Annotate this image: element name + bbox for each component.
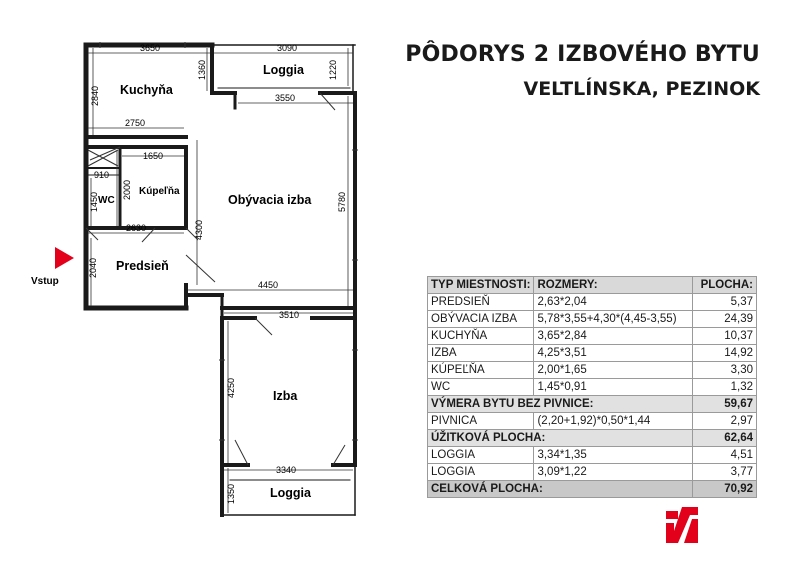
room-area: 14,92 [693, 345, 757, 362]
room-label-loggia-top: Loggia [263, 63, 304, 77]
room-area: 1,32 [693, 379, 757, 396]
room-name: KUCHYŇA [428, 328, 534, 345]
room-dimensions: 3,65*2,84 [534, 328, 693, 345]
dim-2840: 2840 [90, 85, 100, 106]
page-subtitle: VELTLÍNSKA, PEZINOK [523, 78, 760, 100]
room-label-loggia-bottom: Loggia [270, 486, 311, 500]
dim-4300: 4300 [194, 219, 204, 240]
room-dimensions: (2,20+1,92)*0,50*1,44 [534, 413, 693, 430]
room-area: 10,37 [693, 328, 757, 345]
dim-1350: 1350 [226, 483, 236, 504]
room-name: PREDSIEŇ [428, 294, 534, 311]
dim-1450: 1450 [89, 191, 99, 212]
subtotal-label: VÝMERA BYTU BEZ PIVNICE: [428, 396, 693, 413]
dim-1360: 1360 [197, 59, 207, 80]
room-dimensions: 4,25*3,51 [534, 345, 693, 362]
room-area: 3,77 [693, 464, 757, 481]
room-dimensions: 2,63*2,04 [534, 294, 693, 311]
room-name: OBÝVACIA IZBA [428, 311, 534, 328]
room-label-obyvacia: Obývacia izba [228, 193, 312, 207]
room-name: IZBA [428, 345, 534, 362]
usable-area-row [428, 430, 757, 447]
table-row [428, 345, 757, 362]
room-name: KÚPEĽŇA [428, 362, 534, 379]
dim-1650: 1650 [143, 151, 164, 161]
table-row [428, 311, 757, 328]
page-title: PÔDORYS 2 IZBOVÉHO BYTU [405, 42, 760, 67]
total-area-label: CELKOVÁ PLOCHA: [428, 481, 693, 498]
room-name: WC [428, 379, 534, 396]
usable-area-value: 62,64 [693, 430, 757, 447]
dim-2040: 2040 [88, 257, 98, 278]
table-row [428, 362, 757, 379]
walls [86, 45, 355, 515]
room-name: PIVNICA [428, 413, 534, 430]
dim-4450: 4450 [258, 280, 279, 290]
table-row [428, 294, 757, 311]
room-label-kupelna: Kúpeľňa [139, 186, 180, 197]
room-label-wc: WC [98, 195, 115, 206]
subtotal-value: 59,67 [693, 396, 757, 413]
table-header-row [428, 277, 757, 294]
table-row [428, 413, 757, 430]
dim-910: 910 [94, 170, 110, 180]
room-name: LOGGIA [428, 464, 534, 481]
dim-2630: 2630 [126, 223, 147, 233]
subtotal-row [428, 396, 757, 413]
entrance-arrow-icon [55, 247, 74, 269]
dim-4250: 4250 [226, 377, 236, 398]
table-row [428, 464, 757, 481]
dim-5780: 5780 [337, 191, 347, 212]
header-area: PLOCHA: [693, 277, 757, 294]
room-dimensions: 1,45*0,91 [534, 379, 693, 396]
entrance-label: Vstup [31, 276, 59, 287]
room-dimensions: 2,00*1,65 [534, 362, 693, 379]
room-dimensions: 3,34*1,35 [534, 447, 693, 464]
room-dimensions: 5,78*3,55+4,30*(4,45-3,55) [534, 311, 693, 328]
dim-3090: 3090 [277, 43, 298, 53]
table-row [428, 379, 757, 396]
room-area: 2,97 [693, 413, 757, 430]
total-area-value: 70,92 [693, 481, 757, 498]
dim-3340: 3340 [276, 465, 297, 475]
total-area-row [428, 481, 757, 498]
room-name: LOGGIA [428, 447, 534, 464]
company-logo-icon [664, 505, 700, 545]
room-label-izba: Izba [273, 389, 298, 403]
room-dimensions: 3,09*1,22 [534, 464, 693, 481]
dim-3550: 3550 [275, 93, 296, 103]
area-table [427, 276, 757, 498]
room-area: 24,39 [693, 311, 757, 328]
room-area: 4,51 [693, 447, 757, 464]
usable-area-label: ÚŽITKOVÁ PLOCHA: [428, 430, 693, 447]
room-label-predsien: Predsieň [116, 259, 169, 273]
header-dimensions: ROZMERY: [534, 277, 693, 294]
dim-3650: 3650 [140, 43, 161, 53]
table-row [428, 328, 757, 345]
dim-1220: 1220 [328, 59, 338, 80]
room-area: 3,30 [693, 362, 757, 379]
header-room-type: TYP MIESTNOSTI: [428, 277, 534, 294]
dim-3510: 3510 [279, 310, 300, 320]
room-label-kuchyna: Kuchyňa [120, 83, 173, 97]
room-area: 5,37 [693, 294, 757, 311]
table-row [428, 447, 757, 464]
dim-2750: 2750 [125, 118, 146, 128]
dim-2000: 2000 [122, 179, 132, 200]
